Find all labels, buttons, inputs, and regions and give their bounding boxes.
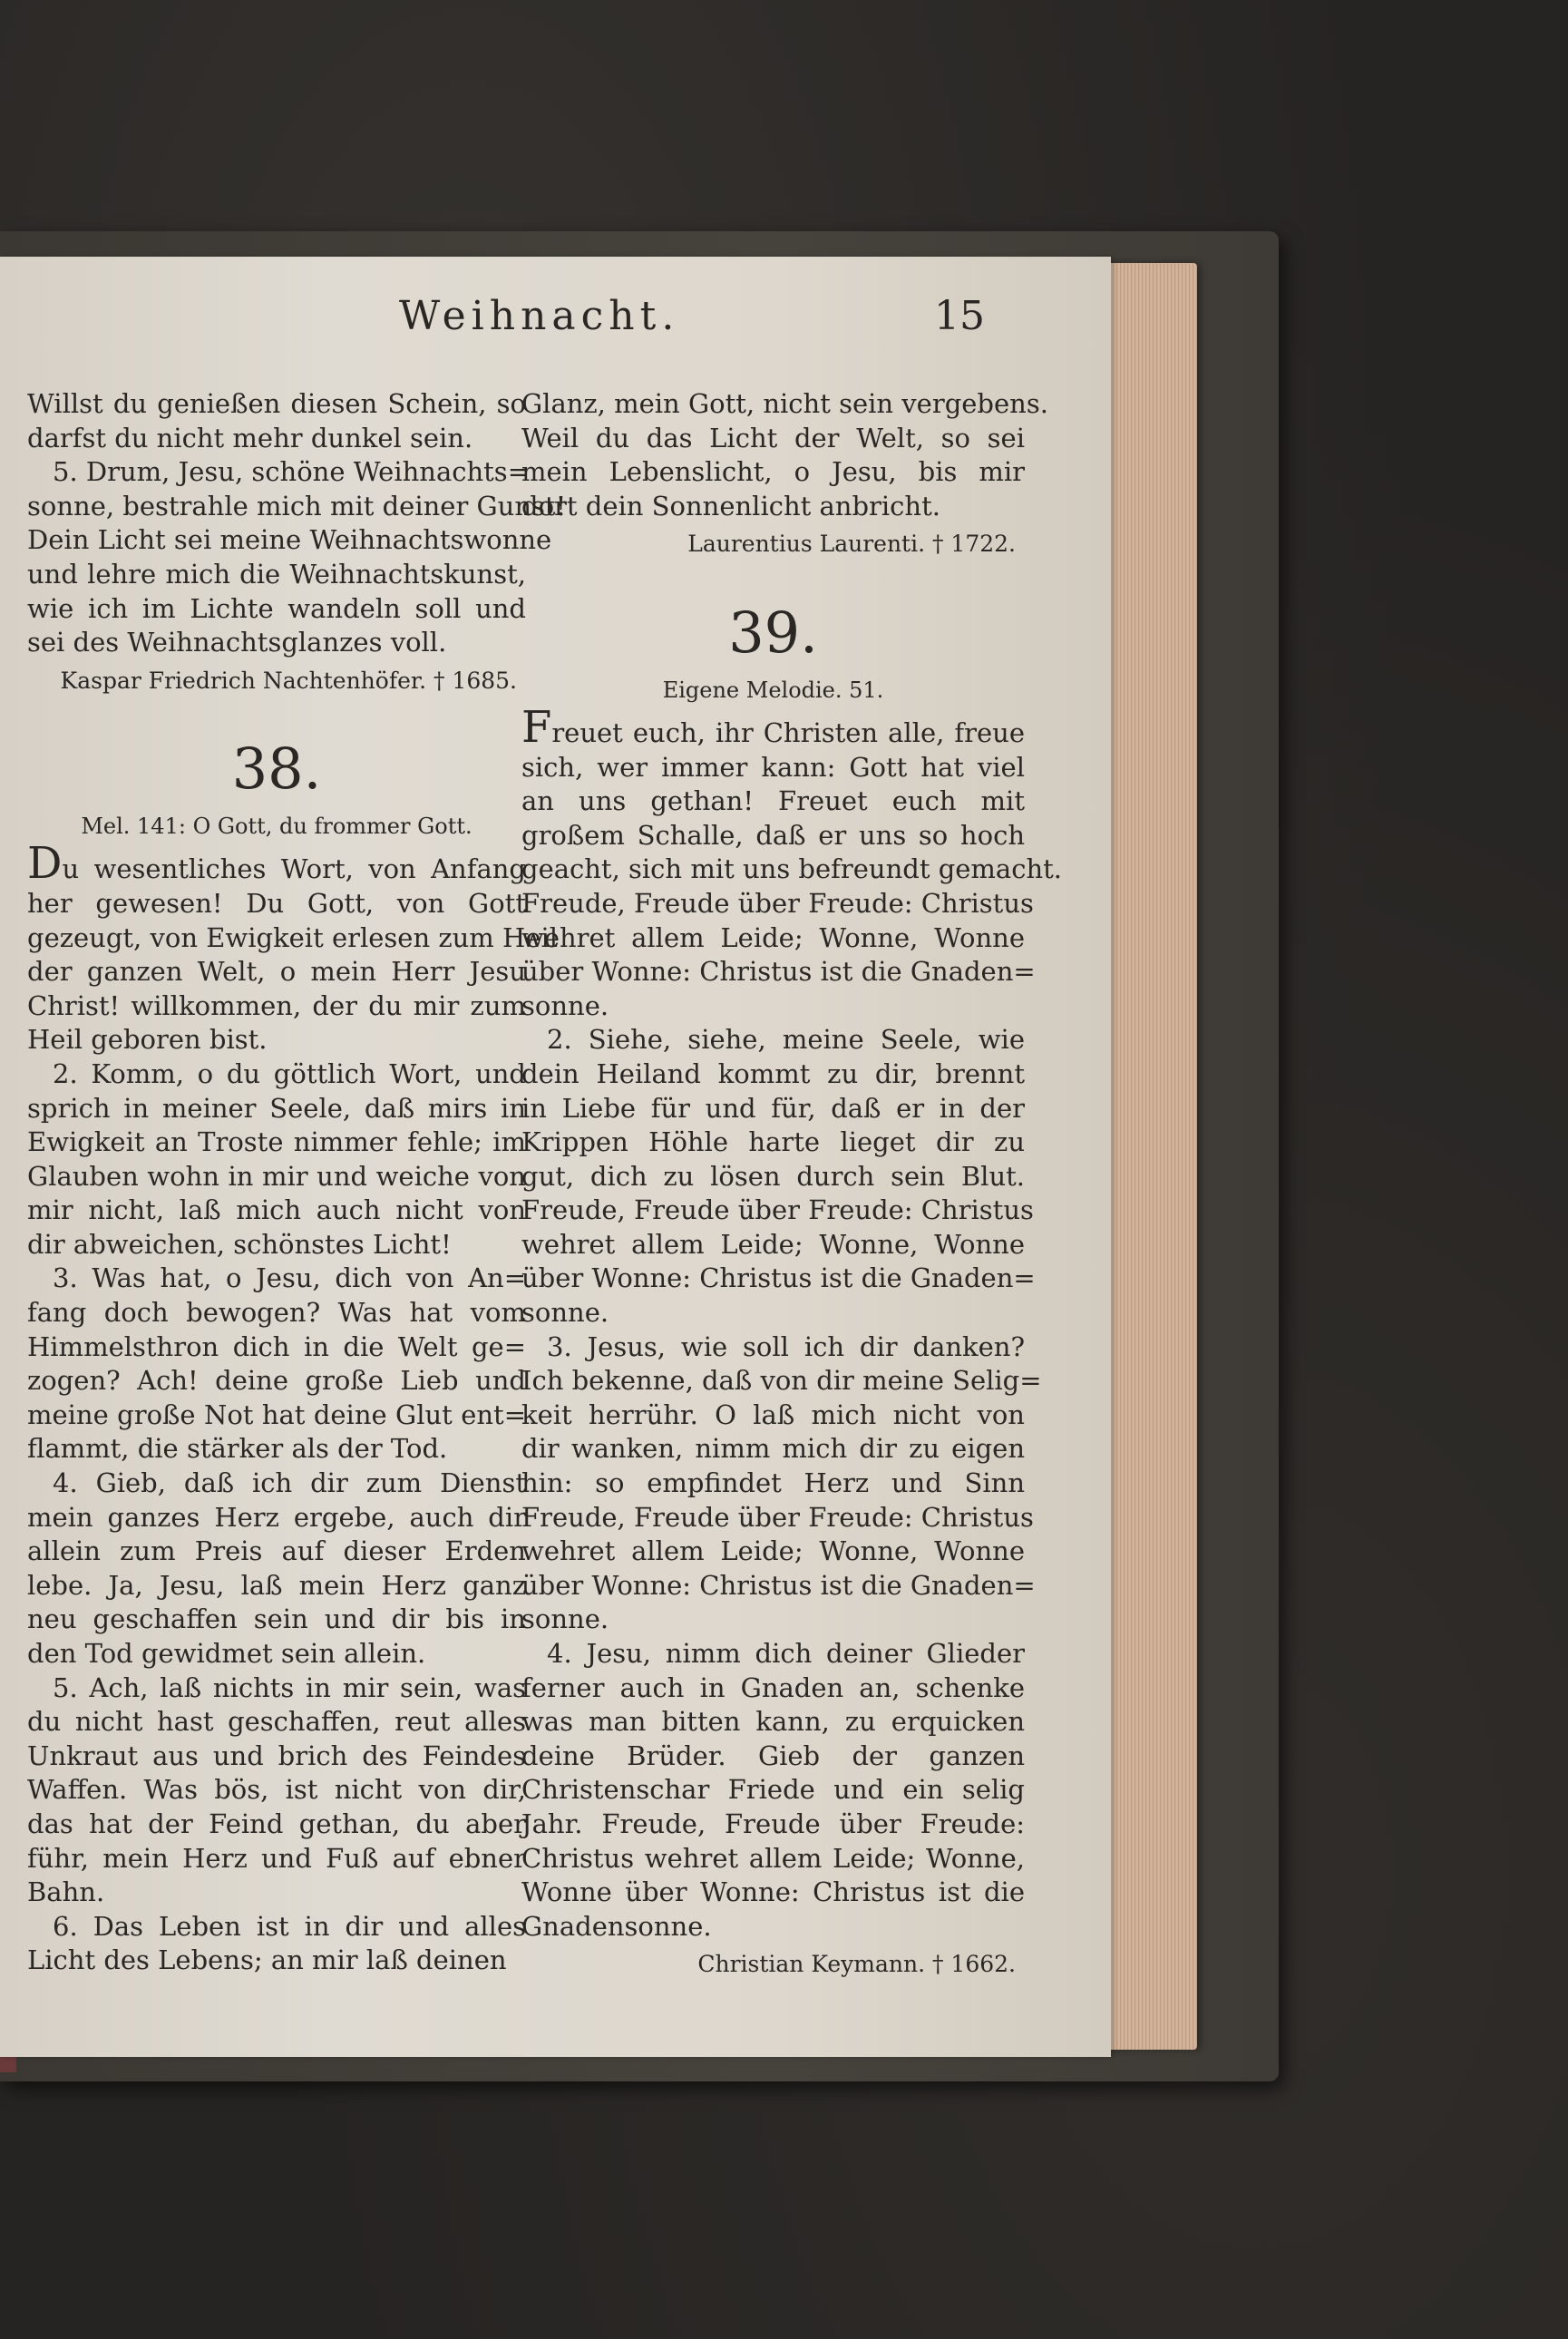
hymn-39-lines [521,751,1063,1944]
text-line: das hat der Feind gethan, du aber [27,1808,526,1839]
text-line: Ich bekenne, daß von dir meine Selig= [521,1365,1042,1397]
text-line: führ, mein Herz und Fuß auf ebner [27,1842,526,1874]
first-line-text: reuet euch, ihr Christen alle, freue [551,716,1025,748]
text-line: Glauben wohn in mir und weiche von [27,1160,526,1192]
text-line: Freude, Freude über Freude: Christus [521,887,1034,919]
text-line: dort dein Sonnenlicht anbricht. [521,490,940,521]
first-line [27,838,526,890]
hymn-attribution: Kaspar Friedrich Nachtenhöfer. † 1685. [60,667,517,694]
text-line: 6. Das Leben ist in dir und alles [53,1910,526,1942]
text-line: zogen? Ach! deine große Lieb und [27,1365,526,1397]
text-line: gut, dich zu lösen durch sein Blut. [521,1160,1025,1192]
running-head: Weihnacht. [399,293,680,339]
hymn-attribution: Laurentius Laurenti. † 1722. [687,531,1016,558]
text-line: was man bitten kann, zu erquicken [521,1706,1025,1738]
right-lines-before [521,387,1048,523]
hymn-38-lines [27,887,559,1978]
drop-cap: F [521,701,552,753]
text-line: Freude, Freude über Freude: Christus [521,1194,1034,1226]
text-line: 4. Jesu, nimm dich deiner Glieder [547,1638,1025,1669]
hymn-number: 39. [728,599,818,666]
text-line: an uns gethan! Freuet euch mit [521,785,1025,817]
text-line: wie ich im Lichte wandeln soll und [27,592,526,624]
text-line: den Tod gewidmet sein allein. [27,1638,426,1669]
text-line: mein ganzes Herz ergebe, auch dir [27,1501,526,1533]
text-line: sonne. [521,1603,609,1635]
text-line: mir nicht, laß mich auch nicht von [27,1194,526,1226]
text-line: Wonne über Wonne: Christus ist die [521,1876,1025,1908]
text-line: mein Lebenslicht, o Jesu, bis mir [521,456,1025,488]
text-line: sei des Weihnachtsglanzes voll. [27,627,447,658]
text-line: darfst du nicht mehr dunkel sein. [27,422,473,453]
text-line: sich, wer immer kann: Gott hat viel [521,751,1025,783]
text-line: 3. Was hat, o Jesu, dich von An= [53,1262,526,1294]
text-line: wehret allem Leide; Wonne, Wonne [521,1228,1025,1260]
text-line: keit herrühr. O laß mich nicht von [521,1399,1025,1430]
text-line: sonne. [521,1297,609,1329]
text-line: 5. Ach, laß nichts in mir sein, was [53,1671,526,1703]
text-line: Bahn. [27,1876,105,1908]
text-line: Christus wehret allem Leide; Wonne, [521,1842,1025,1874]
text-line: 5. Drum, Jesu, schöne Weihnachts= [53,456,530,488]
text-line: ferner auch in Gnaden an, schenke [521,1671,1025,1703]
text-line: Gnadensonne. [521,1910,712,1942]
text-line: allein zum Preis auf dieser Erden [27,1535,526,1567]
melody-line: Mel. 141: O Gott, du frommer Gott. [81,814,472,840]
text-line: der ganzen Welt, o mein Herr Jesu [27,956,526,988]
text-line: Glanz, mein Gott, nicht sein vergebens. [521,388,1048,419]
left-lines-before [27,387,567,660]
text-line: Christenschar Friede und ein selig [521,1774,1025,1806]
text-line: großem Schalle, daß er uns so hoch [521,819,1025,851]
drop-cap: D [27,838,63,890]
text-line: sprich in meiner Seele, daß mirs in [27,1092,526,1124]
text-line: Unkraut aus und brich des Feindes [27,1740,526,1771]
text-line: dein Heiland kommt zu dir, brennt [521,1057,1025,1089]
text-line: Dein Licht sei meine Weihnachtswonne [27,524,552,556]
text-line: sonne, bestrahle mich mit deiner Gunst! [27,490,567,521]
text-line: wehret allem Leide; Wonne, Wonne [521,1535,1025,1567]
text-line: Heil geboren bist. [27,1024,268,1056]
text-line: dir abweichen, schönstes Licht! [27,1228,452,1260]
text-line: Waffen. Was bös, ist nicht von dir, [27,1774,526,1806]
page-header [0,293,1111,347]
first-line [521,701,1025,753]
text-line: 2. Komm, o du göttlich Wort, und [53,1057,526,1089]
text-line: flammt, die stärker als der Tod. [27,1433,448,1465]
right-column [521,387,1063,1985]
text-line: du nicht hast geschaffen, reut alles [27,1706,526,1738]
text-line: über Wonne: Christus ist die Gnaden= [521,1262,1036,1294]
text-line: lebe. Ja, Jesu, laß mein Herz ganz [27,1569,526,1601]
first-line-text: u wesentliches Wort, von Anfang [62,853,526,885]
page-number: 15 [934,293,985,339]
text-line: in Liebe für und für, daß er in der [521,1092,1025,1124]
text-line: wehret allem Leide; Wonne, Wonne [521,921,1025,953]
text-line: meine große Not hat deine Glut ent= [27,1399,526,1430]
text-line: deine Brüder. Gieb der ganzen [521,1740,1025,1771]
melody-line: Eigene Melodie. 51. [662,677,884,703]
text-line: her gewesen! Du Gott, von Gott [27,887,526,919]
text-line: 2. Siehe, siehe, meine Seele, wie [547,1024,1025,1056]
text-line: fang doch bewogen? Was hat vom [27,1297,526,1329]
text-line: Weil du das Licht der Welt, so sei [521,422,1025,453]
text-line: hin: so empfindet Herz und Sinn [521,1467,1025,1499]
text-line: Willst du genießen diesen Schein, so [27,388,526,419]
text-line: Christ! willkommen, der du mir zum [27,989,526,1021]
text-line: geacht, sich mit uns befreundt gemacht. [521,853,1063,885]
text-line: gezeugt, von Ewigkeit erlesen zum Heil [27,921,559,953]
text-line: neu geschaffen sein und dir bis in [27,1603,526,1635]
text-line: Ewigkeit an Troste nimmer fehle; im [27,1126,526,1158]
text-line: Freude, Freude über Freude: Christus [521,1501,1034,1533]
text-line: sonne. [521,989,609,1021]
hymn-attribution: Christian Keymann. † 1662. [697,1951,1016,1978]
text-line: Himmelsthron dich in die Welt ge= [27,1330,526,1362]
text-line: Jahr. Freude, Freude über Freude: [521,1808,1025,1839]
text-line: dir wanken, nimm mich dir zu eigen [521,1433,1025,1465]
text-line: und lehre mich die Weihnachtskunst, [27,558,526,590]
text-line: Krippen Höhle harte lieget dir zu [521,1126,1025,1158]
hymn-number: 38. [231,736,322,803]
text-line: Licht des Lebens; an mir laß deinen [27,1944,507,1976]
text-line: über Wonne: Christus ist die Gnaden= [521,1569,1036,1601]
text-line: 3. Jesus, wie soll ich dir danken? [547,1330,1025,1362]
text-line: über Wonne: Christus ist die Gnaden= [521,956,1036,988]
left-column [27,387,567,1978]
text-line: 4. Gieb, daß ich dir zum Dienst [53,1467,526,1499]
